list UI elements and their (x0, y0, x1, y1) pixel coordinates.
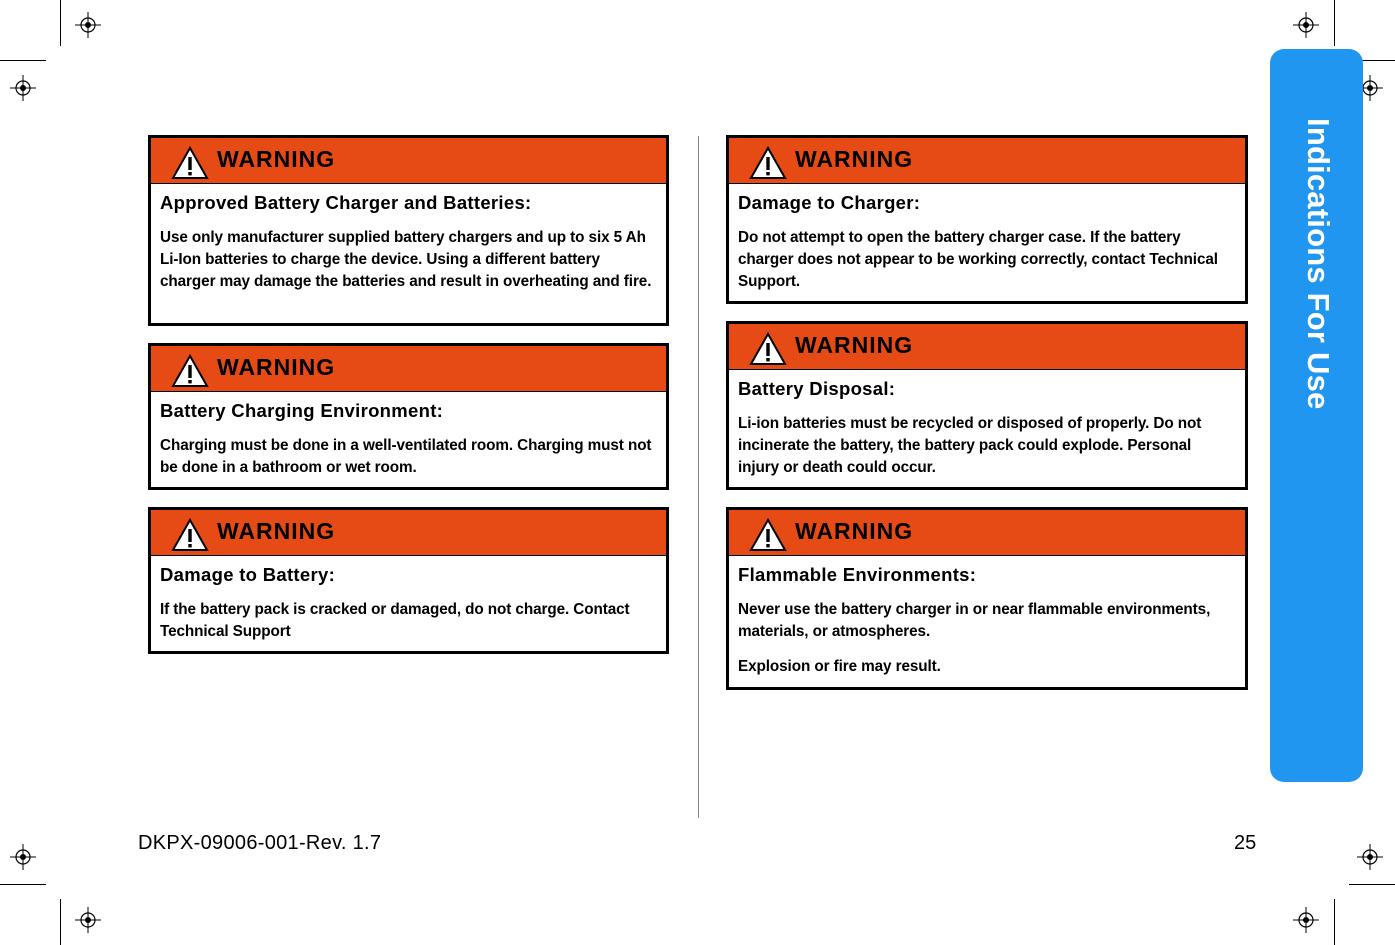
registration-mark-icon (1357, 844, 1383, 870)
registration-mark-icon (10, 844, 36, 870)
warning-text: If the battery pack is cracked or damaged, do not charge. Contact Technical Support (160, 601, 630, 640)
crop-mark (60, 0, 61, 46)
warning-label: WARNING (795, 331, 914, 358)
registration-mark-icon (1293, 12, 1319, 38)
warning-title: Damage to Battery: (160, 564, 336, 585)
warning-text: Use only manufacturer supplied battery chargers and up to six 5 Ah Li-Ion batteries to charge the device. Using a different battery charger may damage the batteries and result in overheating and fire. (160, 229, 652, 290)
crop-mark (1349, 884, 1395, 885)
warning-title: Battery Charging Environment: (160, 400, 444, 421)
warning-text: Do not attempt to open the battery charger case. If the battery charger does not appear to be working correctly, contact Technical Support. (738, 229, 1218, 290)
warning-box-damage-charger (726, 135, 1248, 304)
warning-header (151, 510, 666, 556)
warning-text: Explosion or fire may result. (738, 658, 941, 675)
warning-header (729, 138, 1245, 184)
warning-title: Flammable Environments: (738, 564, 977, 585)
crop-mark (1334, 899, 1335, 945)
warning-title: Damage to Charger: (738, 192, 921, 213)
warning-label: WARNING (217, 517, 336, 544)
warning-triangle-icon (171, 354, 209, 388)
warning-box-charging-environment (148, 343, 669, 490)
warning-box-flammable-environments (726, 507, 1248, 690)
section-tab-label: Indications For Use (1301, 118, 1336, 410)
warning-header (151, 138, 666, 184)
warning-triangle-icon (171, 146, 209, 180)
warning-label: WARNING (795, 517, 914, 544)
registration-mark-icon (75, 12, 101, 38)
registration-mark-icon (75, 907, 101, 933)
warning-triangle-icon (749, 146, 787, 180)
warning-header (729, 510, 1245, 556)
warning-box-approved-charger (148, 135, 669, 326)
warning-triangle-icon (749, 332, 787, 366)
warning-label: WARNING (217, 353, 336, 380)
warning-title: Battery Disposal: (738, 378, 896, 399)
warning-box-damage-battery (148, 507, 669, 654)
crop-mark (0, 884, 46, 885)
warning-label: WARNING (795, 145, 914, 172)
warning-triangle-icon (749, 518, 787, 552)
crop-mark (0, 60, 46, 61)
warning-box-battery-disposal (726, 321, 1248, 490)
crop-mark (1334, 0, 1335, 46)
warning-label: WARNING (217, 145, 336, 172)
page-number: 25 (1234, 832, 1257, 854)
warning-header (729, 324, 1245, 370)
registration-mark-icon (1293, 907, 1319, 933)
crop-mark (60, 899, 61, 945)
warning-text: Li-ion batteries must be recycled or disposed of properly. Do not incinerate the battery, the battery pack could explode. Personal injury or death could occur. (738, 415, 1202, 476)
column-divider (698, 136, 699, 818)
warning-text: Never use the battery charger in or near flammable environments, materials, or atmospheres. (738, 601, 1211, 640)
warning-header (151, 346, 666, 392)
warning-text: Charging must be done in a well-ventilated room. Charging must not be done in a bathroom or wet room. (160, 437, 652, 476)
warning-triangle-icon (171, 518, 209, 552)
registration-mark-icon (10, 75, 36, 101)
warning-title: Approved Battery Charger and Batteries: (160, 192, 532, 213)
document-id: DKPX-09006-001-Rev. 1.7 (138, 832, 382, 854)
